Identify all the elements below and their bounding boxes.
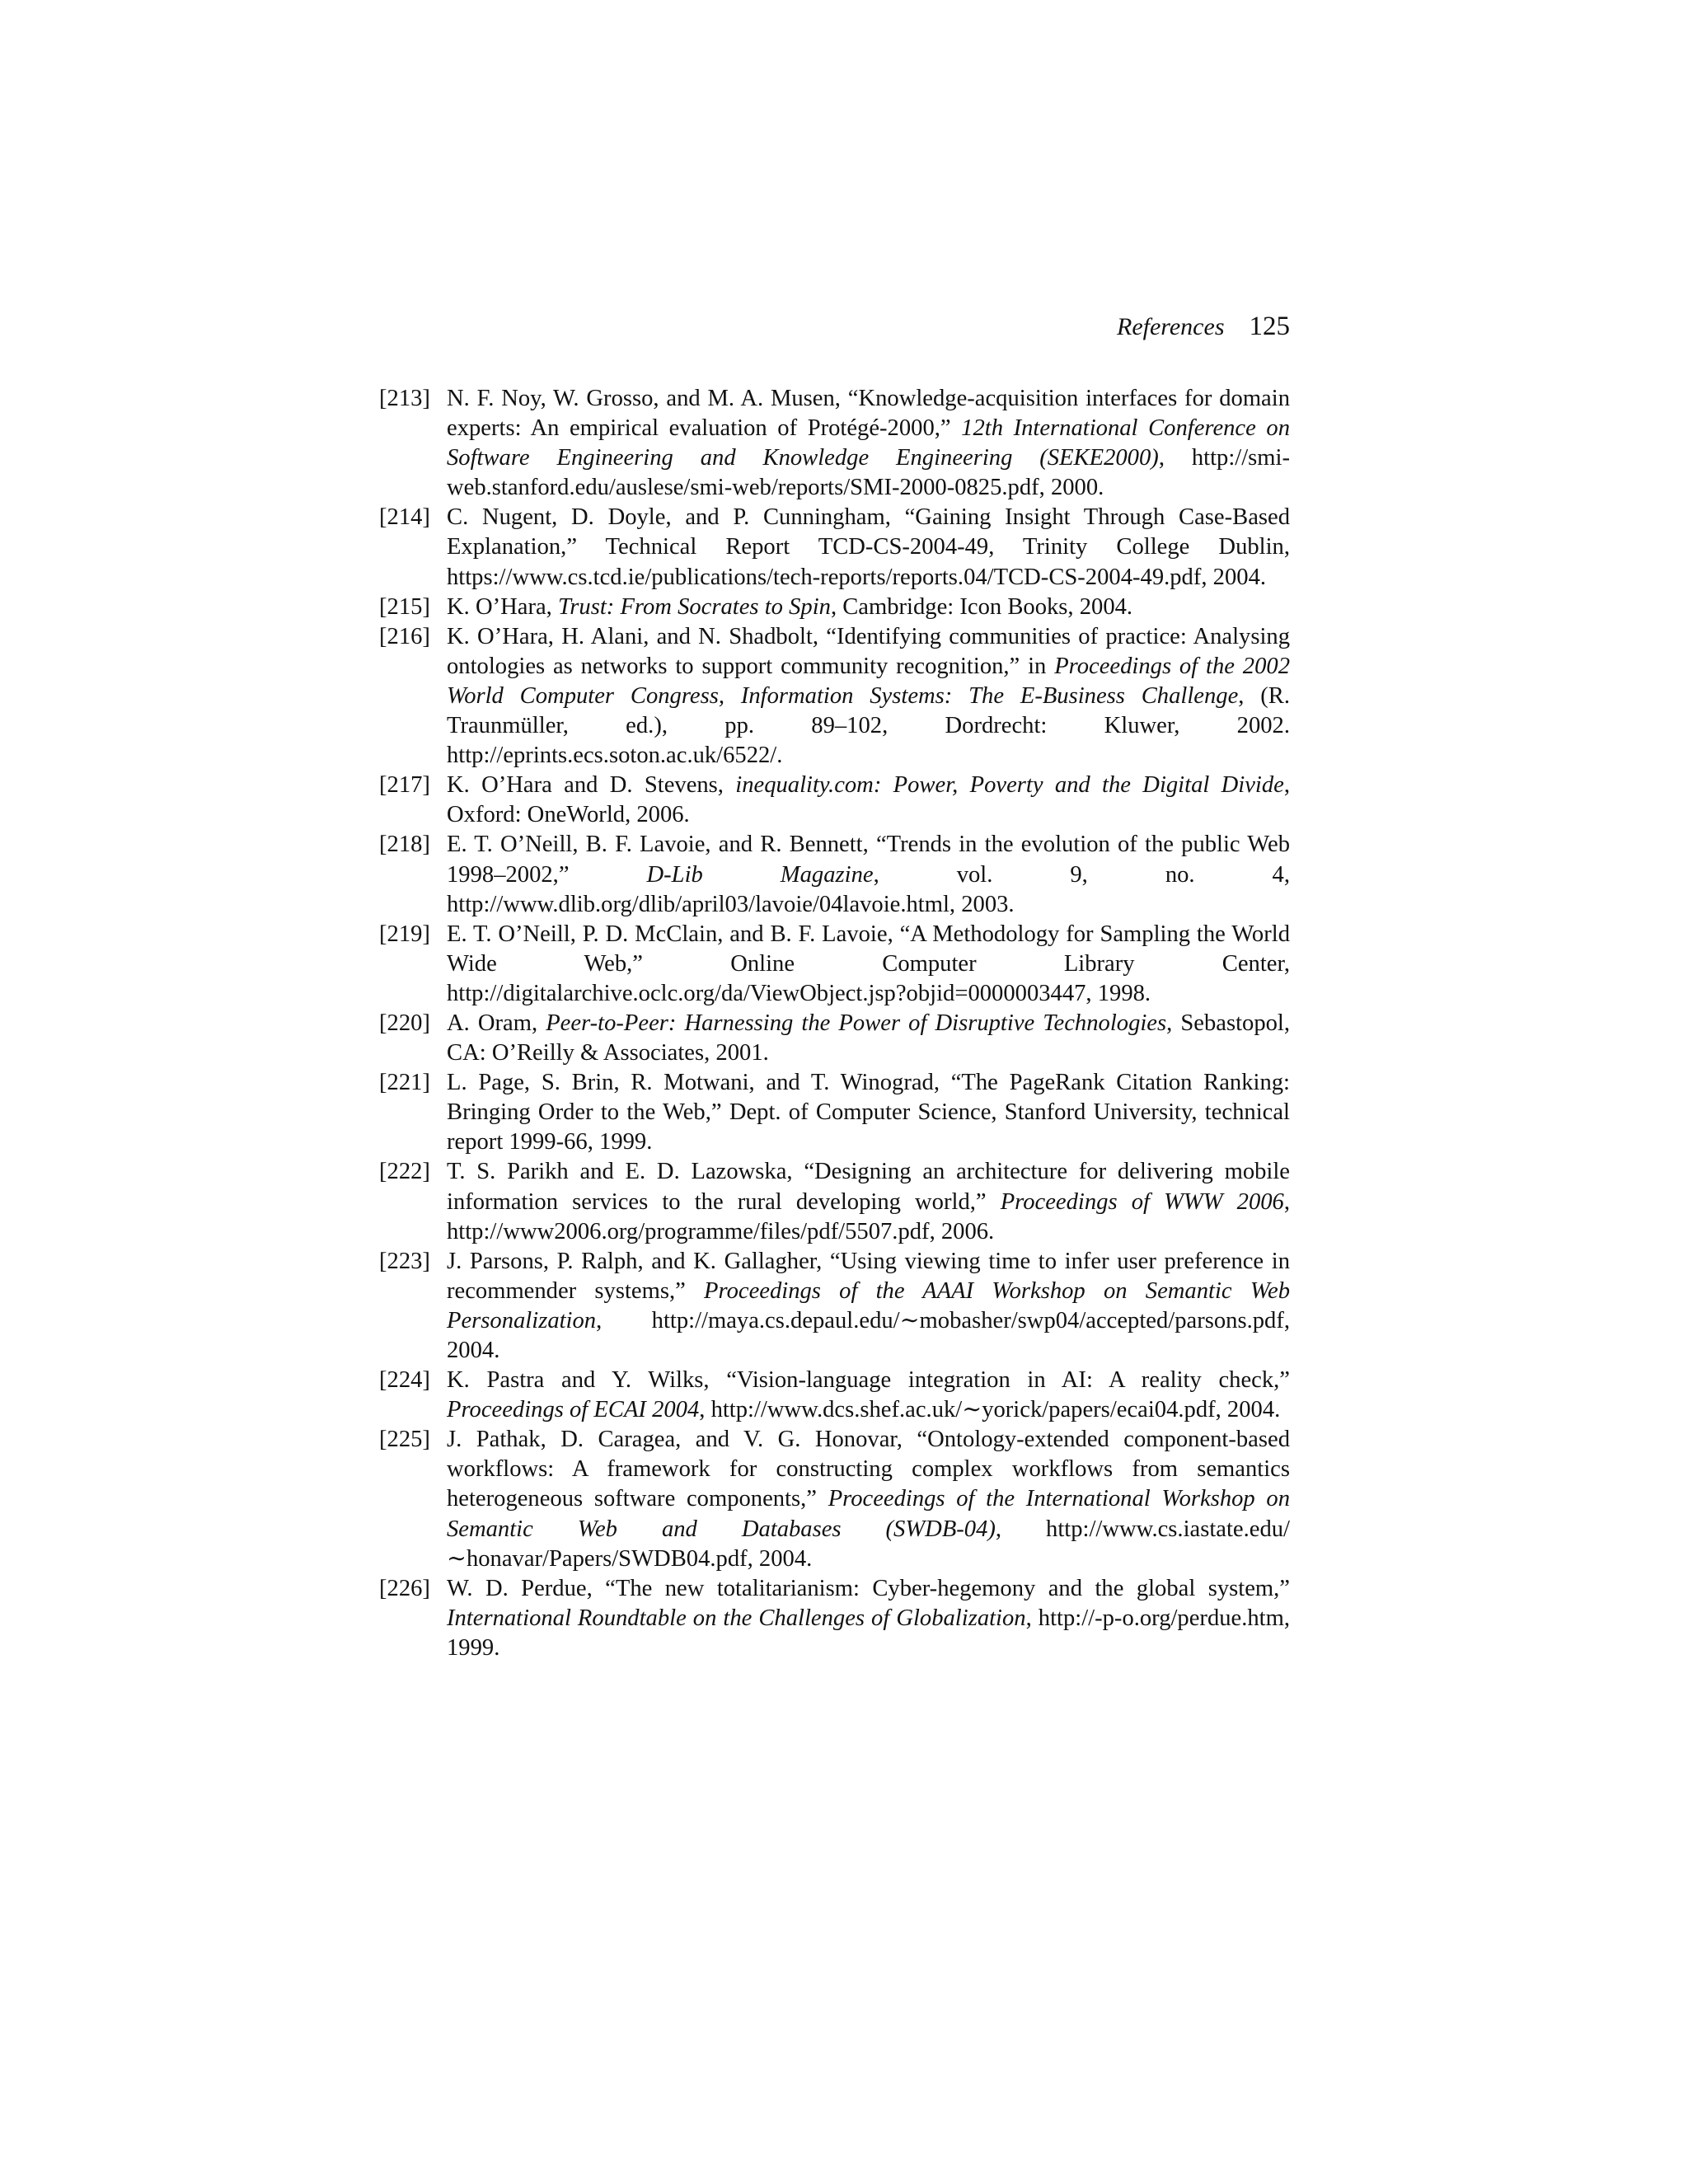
reference-number: [213]: [379, 386, 430, 411]
reference-text: [447, 384, 1290, 503]
reference-text-segment: , http://smi-web.stanford.edu/auslese/smi-web/reports/SMI-2000-0825.pdf, 2000.: [447, 445, 1290, 501]
reference-text-segment: , http://-p-o.org/perdue.htm, 1999.: [447, 1605, 1291, 1661]
reference-text-segment: W. D. Perdue, “The new totalitarianism: Cyber-hegemony and the global system,”: [447, 1575, 1290, 1601]
reference-text: [447, 1574, 1290, 1663]
reference-text-segment: T. S. Parikh and E. D. Lazowska, “Designing an architecture for delivering mobile information services to the rural developing world,”: [447, 1159, 1290, 1215]
reference-entry: [379, 622, 1290, 771]
reference-text: [447, 830, 1290, 919]
reference-entry: [379, 920, 1290, 1009]
reference-entry: [379, 771, 1290, 830]
reference-italic-title: inequality.com: Power, Poverty and the Digital Divide: [735, 772, 1284, 799]
reference-text-segment: N. F. Noy, W. Grosso, and M. A. Musen, “Knowledge-acquisition interfaces for domain experts: An empirical evaluation of Protégé-2000,”: [447, 386, 1290, 442]
reference-text: [447, 593, 1290, 622]
reference-text-segment: J. Pathak, D. Caragea, and V. G. Honovar, “Ontology-extended component-based workflows: A framework for constructing complex workflows from semantics heterogeneous software components,”: [447, 1427, 1290, 1512]
reference-text-segment: , Sebastopol, CA: O’Reilly & Associates, 2001.: [447, 1010, 1291, 1066]
reference-entry: [379, 1068, 1290, 1157]
reference-text-segment: K. Pastra and Y. Wilks, “Vision-language integration in AI: A reality check,”: [447, 1367, 1290, 1394]
reference-text: [447, 622, 1290, 771]
reference-entry: [379, 1247, 1290, 1366]
reference-text: [447, 1366, 1290, 1425]
reference-text-segment: K. O’Hara,: [447, 593, 558, 620]
running-title: References: [1117, 313, 1225, 340]
reference-text-segment: E. T. O’Neill, B. F. Lavoie, and R. Bennett, “Trends in the evolution of the public Web 1998–2002,”: [447, 832, 1290, 888]
reference-text-segment: , (R. Traunmüller, ed.), pp. 89–102, Dordrecht: Kluwer, 2002. http://eprints.ecs.soton.ac.uk/6522/.: [447, 682, 1290, 769]
reference-entry: [379, 1157, 1290, 1246]
reference-number: [223]: [379, 1248, 430, 1274]
reference-number: [214]: [379, 504, 430, 531]
reference-italic-title: 12th International Conference on Software Engineering and Knowledge Engineering (SEKE2000): [447, 415, 1290, 471]
reference-text-segment: C. Nugent, D. Doyle, and P. Cunningham, “Gaining Insight Through Case-Based Explanation,” Technical Report TCD-CS-2004-49, Trinity College Dublin, https://www.cs.tcd.ie/publications/tech-reports/reports.04/TCD-CS-2004-49.pdf, 2004.: [447, 504, 1290, 590]
reference-text-segment: , Oxford: OneWorld, 2006.: [447, 772, 1290, 828]
reference-number: [215]: [379, 593, 430, 620]
reference-entry: [379, 503, 1290, 592]
reference-text-segment: K. O’Hara and D. Stevens,: [447, 772, 736, 799]
reference-number: [217]: [379, 772, 430, 799]
reference-entry: [379, 830, 1290, 919]
reference-italic-title: Proceedings of ECAI 2004: [447, 1397, 700, 1423]
reference-text: [447, 1068, 1290, 1157]
reference-text-segment: J. Parsons, P. Ralph, and K. Gallagher, “Using viewing time to infer user preference in recommender systems,”: [447, 1248, 1290, 1304]
reference-text-segment: K. O’Hara, H. Alani, and N. Shadbolt, “Identifying communities of practice: Analysing ontologies as networks to support community recognition,” in: [447, 623, 1290, 679]
reference-number: [218]: [379, 832, 430, 858]
reference-number: [225]: [379, 1427, 430, 1453]
reference-italic-title: Proceedings of the International Workshop on Semantic Web and Databases (SWDB-04): [447, 1486, 1290, 1542]
reference-text-segment: L. Page, S. Brin, R. Motwani, and T. Winograd, “The PageRank Citation Ranking: Bringing Order to the Web,” Dept. of Computer Science, Stanford University, technical report 1999-66, 1999.: [447, 1070, 1290, 1155]
running-header: [907, 310, 1290, 344]
reference-italic-title: Proceedings of WWW 2006: [1000, 1188, 1284, 1215]
reference-list: [379, 384, 1290, 1663]
reference-text: [447, 1009, 1290, 1068]
page-number: 125: [1249, 312, 1290, 341]
reference-text-segment: , Cambridge: Icon Books, 2004.: [830, 593, 1133, 620]
reference-entry: [379, 1425, 1290, 1573]
reference-number: [222]: [379, 1159, 430, 1185]
reference-text-segment: , http://www.cs.iastate.edu/∼honavar/Papers/SWDB04.pdf, 2004.: [447, 1516, 1290, 1572]
reference-text-segment: E. T. O’Neill, P. D. McClain, and B. F. Lavoie, “A Methodology for Sampling the World Wide Web,” Online Computer Library Center, http://digitalarchive.oclc.org/da/ViewObject.jsp?objid=0000003447, 1998.: [447, 921, 1290, 1006]
reference-number: [221]: [379, 1070, 430, 1096]
reference-entry: [379, 1009, 1290, 1068]
reference-entry: [379, 1366, 1290, 1425]
reference-italic-title: D-Lib Magazine: [646, 861, 874, 888]
reference-number: [220]: [379, 1010, 430, 1036]
reference-italic-title: Peer-to-Peer: Harnessing the Power of Disruptive Technologies: [546, 1010, 1167, 1036]
reference-italic-title: Trust: From Socrates to Spin: [557, 593, 831, 620]
reference-number: [219]: [379, 921, 430, 947]
reference-number: [224]: [379, 1367, 430, 1394]
reference-entry: [379, 384, 1290, 503]
reference-text-segment: , vol. 9, no. 4, http://www.dlib.org/dlib/april03/lavoie/04lavoie.html, 2003.: [447, 861, 1290, 917]
reference-text: [447, 920, 1290, 1009]
reference-text-segment: , http://www2006.org/programme/files/pdf/5507.pdf, 2006.: [447, 1188, 1290, 1244]
reference-text: [447, 771, 1290, 830]
reference-text: [447, 1157, 1290, 1246]
reference-text-segment: , http://www.dcs.shef.ac.uk/∼yorick/papers/ecai04.pdf, 2004.: [699, 1397, 1281, 1423]
reference-entry: [379, 593, 1290, 622]
reference-text-segment: , http://maya.cs.depaul.edu/∼mobasher/swp04/accepted/parsons.pdf, 2004.: [447, 1307, 1290, 1363]
reference-italic-title: Proceedings of the 2002 World Computer Congress, Information Systems: The E-Business Challenge: [447, 653, 1290, 709]
reference-number: [226]: [379, 1575, 430, 1601]
reference-text: [447, 1247, 1290, 1366]
reference-text: [447, 1425, 1290, 1573]
reference-italic-title: International Roundtable on the Challenges of Globalization: [447, 1605, 1026, 1631]
reference-text-segment: A. Oram,: [447, 1010, 546, 1036]
reference-text: [447, 503, 1290, 592]
reference-italic-title: Proceedings of the AAAI Workshop on Semantic Web Personalization: [447, 1277, 1291, 1333]
reference-number: [216]: [379, 623, 430, 649]
reference-entry: [379, 1574, 1290, 1663]
